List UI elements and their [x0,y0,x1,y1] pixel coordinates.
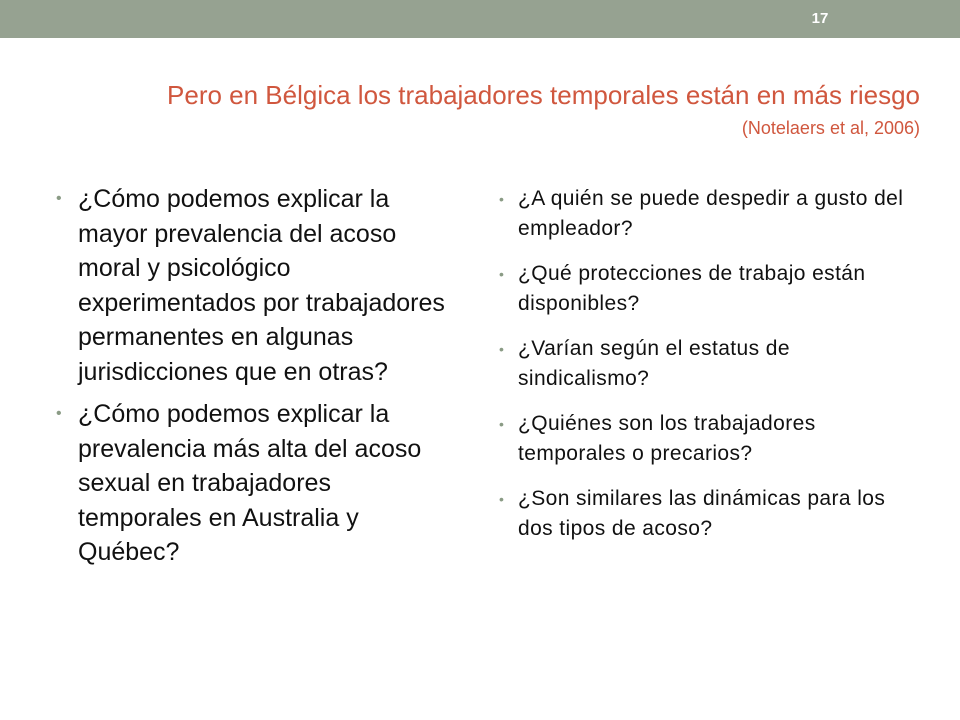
title-citation: (Notelaers et al, 2006) [741,118,920,138]
list-item [499,334,909,394]
bullet-dot-icon: • [499,341,505,357]
list-item [499,484,909,544]
bullet-dot-icon: • [56,190,62,207]
bullet-dot-icon: • [499,191,505,207]
slide-number: 17 [811,10,829,27]
left-bullet-list [56,182,460,578]
list-item-text: ¿Son similares las dinámicas para los dos tipos de acoso? [518,487,886,540]
list-item-text: ¿Quiénes son los trabajadores temporales o precarios? [518,412,816,465]
list-item [499,259,909,319]
list-item [499,409,909,469]
list-item-text: ¿Cómo podemos explicar la mayor prevalencia del acoso moral y psicológico experimentados por trabajadores permanentes en algunas jurisdicciones que en otras? [78,185,445,386]
list-item-text: ¿Qué protecciones de trabajo están disponibles? [518,262,866,315]
list-item-text: ¿Varían según el estatus de sindicalismo? [518,337,790,390]
right-bullet-list [499,184,909,559]
bullet-dot-icon: • [56,405,62,422]
bullet-dot-icon: • [499,491,505,507]
list-item-text: ¿A quién se puede despedir a gusto del empleador? [518,187,904,240]
title-main: Pero en Bélgica los trabajadores temporales están en más riesgo [167,80,920,110]
bullet-dot-icon: • [499,416,505,432]
list-item [499,184,909,244]
list-item [56,182,460,389]
bullet-dot-icon: • [499,266,505,282]
slide-title [40,78,920,140]
list-item [56,397,460,570]
list-item-text: ¿Cómo podemos explicar la prevalencia más alta del acoso sexual en trabajadores temporales en Australia y Québec? [78,400,422,566]
top-bar [0,0,960,38]
